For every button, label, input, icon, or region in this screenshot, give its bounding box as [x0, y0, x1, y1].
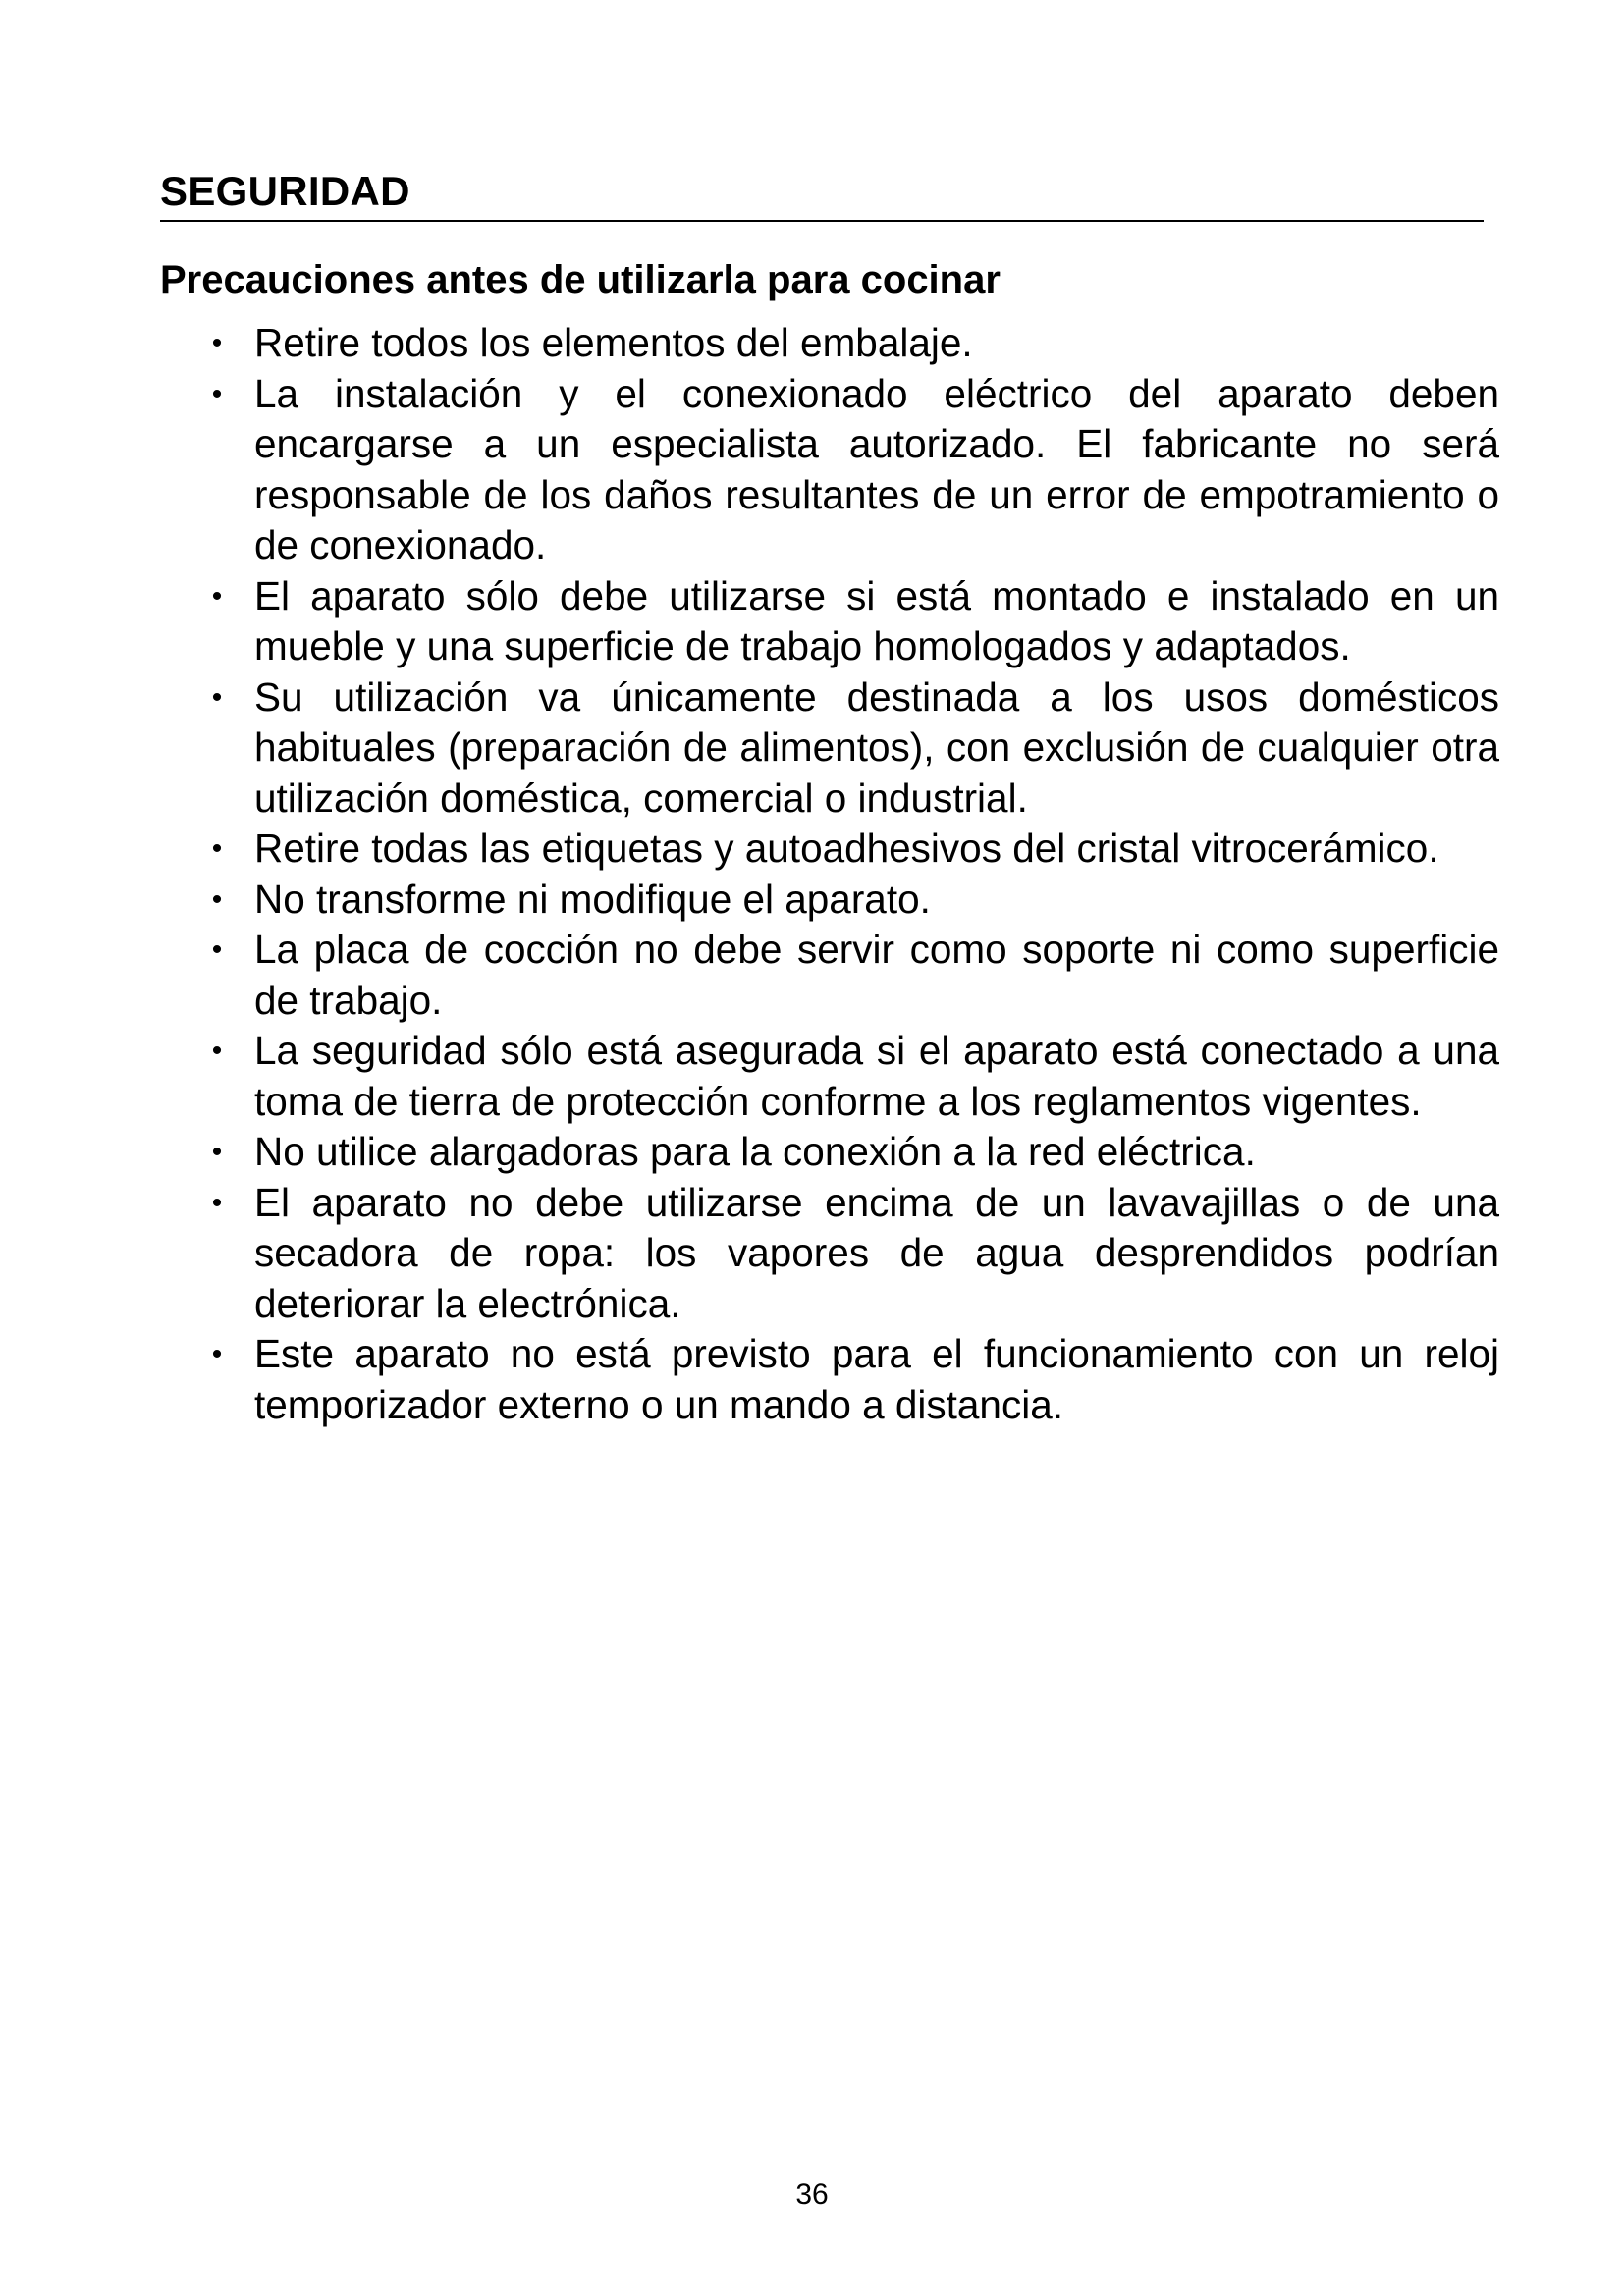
list-item: [160, 925, 1499, 1026]
bullet-icon: •: [211, 377, 223, 410]
list-item: [160, 672, 1499, 825]
bullet-icon: •: [211, 1136, 223, 1168]
section-title: SEGURIDAD: [160, 168, 410, 214]
list-item: [160, 1127, 1499, 1178]
list-item: [160, 1178, 1499, 1330]
list-item: [160, 875, 1499, 926]
list-item-text: La seguridad sólo está asegurada si el aparato está conectado a una toma de tierra de protección conforme a los reglamentos vigentes.: [254, 1028, 1499, 1124]
bullet-icon: •: [211, 934, 223, 966]
list-item-text: Este aparato no está previsto para el funcionamiento con un reloj temporizador externo o un mando a distancia.: [254, 1331, 1499, 1427]
bullet-icon: •: [211, 1186, 223, 1219]
list-item-text: Retire todas las etiquetas y autoadhesivos del cristal vitrocerámico.: [254, 826, 1439, 871]
list-item-text: El aparato no debe utilizarse encima de un lavavajillas o de una secadora de ropa: los vapores de agua desprendidos podrían deteriorar la electrónica.: [254, 1179, 1499, 1326]
list-item-text: Su utilización va únicamente destinada a los usos domésticos habituales (preparación de alimentos), con exclusión de cualquier otra utilización doméstica, comercial o industrial.: [254, 673, 1499, 821]
list-item: [160, 571, 1499, 672]
bullet-icon: •: [211, 1338, 223, 1370]
bullet-icon: •: [211, 832, 223, 865]
list-item: [160, 1329, 1499, 1430]
list-item: [160, 369, 1499, 571]
list-item: [160, 1026, 1499, 1127]
list-item-text: El aparato sólo debe utilizarse si está montado e instalado en un mueble y una superficie de trabajo homologados y adaptados.: [254, 572, 1499, 668]
list-item-text: La placa de cocción no debe servir como soporte ni como superficie de trabajo.: [254, 927, 1499, 1023]
bullet-icon: •: [211, 579, 223, 613]
bullet-icon: •: [211, 1035, 223, 1067]
list-item-text: La instalación y el conexionado eléctrico del aparato deben encargarse a un especialista autorizado. El fabricante no será responsable de los daños resultantes de un error de empotramiento o de conexionado.: [254, 370, 1499, 567]
list-item-text: No transforme ni modifique el aparato.: [254, 876, 931, 922]
subsection-title: Precauciones antes de utilizarla para cocinar: [160, 258, 1001, 301]
list-item: [160, 824, 1499, 875]
list-item-text: No utilice alargadoras para la conexión a la red eléctrica.: [254, 1129, 1256, 1174]
list-item: [160, 318, 1499, 369]
bullet-icon: •: [211, 327, 223, 359]
bullet-icon: •: [211, 680, 223, 714]
page-number: 36: [795, 2178, 829, 2211]
list-item-text: Retire todos los elementos del embalaje.: [254, 320, 973, 365]
title-divider: [160, 220, 1484, 222]
page-content: [160, 167, 1499, 1430]
precautions-list: [160, 318, 1499, 1430]
bullet-icon: •: [211, 882, 223, 916]
